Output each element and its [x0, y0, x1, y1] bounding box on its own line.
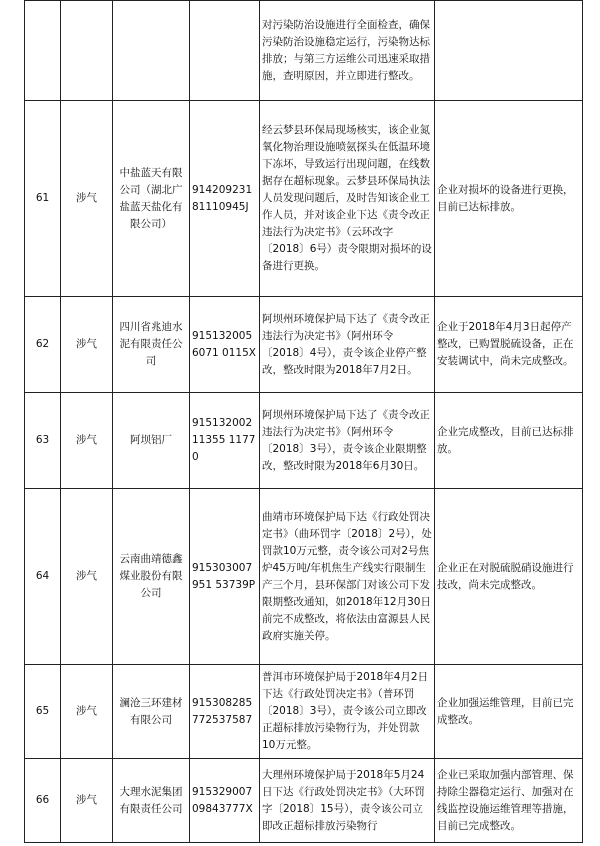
credit-code: 91420923181110945J — [192, 183, 253, 213]
credit-code-cell — [190, 489, 260, 665]
company-name: 中盐蓝天有限公司（湖北广盐蓝天盐化有限公司） — [119, 166, 183, 230]
row-number: 66 — [35, 794, 50, 806]
table-row — [25, 489, 583, 665]
pollution-type: 涉气 — [76, 570, 97, 582]
credit-code-cell — [190, 1, 260, 101]
issue-cell — [260, 665, 435, 759]
company-name: 澜沧三环建材有限公司 — [119, 696, 183, 726]
issue-cell — [260, 101, 435, 297]
status-text: 企业于2018年4月3日起停产整改，已购置脱硫设备，正在安装调试中，尚未完成整改。 — [437, 321, 574, 367]
enforcement-table — [24, 0, 583, 843]
company-name-cell — [113, 393, 190, 489]
issue-cell — [260, 393, 435, 489]
credit-code-cell — [190, 393, 260, 489]
company-name-cell — [113, 759, 190, 843]
issue-text: 对污染防治设施进行全面检查，确保污染防治设施稳定运行，污染物达标排放；与第三方运维公司迅速采取措施，查明原因，并立即进行整改。 — [262, 18, 430, 82]
status-text: 企业对损坏的设备进行更换，目前已达标排放。 — [437, 183, 574, 213]
issue-text: 曲靖市环境保护局下达《行政处罚决定书》（曲环罚字〔2018〕2号），处罚款10万元整，责令该公司对2号焦炉45万吨/年机焦生产线实行限制生产三个月，县环保部门对该公司下发限期整改通知，如2018年12月30日前完不成整改，将依法由富源县人民政府实施关停。 — [262, 510, 432, 642]
row-number: 62 — [35, 338, 50, 350]
company-name: 云南曲靖德鑫煤业股份有限公司 — [119, 553, 183, 599]
table-row — [25, 1, 583, 101]
credit-code-cell — [190, 297, 260, 393]
pollution-type: 涉气 — [76, 434, 97, 446]
pollution-type-cell — [61, 393, 113, 489]
issue-text: 经云梦县环保局现场核实，该企业氮氧化物治理设施喷氨探头在低温环境下冻坏，导致运行出现问题，在线数据存在超标现象。云梦县环保局执法人员发现问题后，及时告知该企业工作人员，并对该企业下达《责令改正违法行为决定书》（云环改字〔2018〕6号）责令限期对损坏的设备进行更换。 — [262, 124, 432, 272]
status-cell — [435, 489, 583, 665]
table-row — [25, 665, 583, 759]
issue-cell — [260, 759, 435, 843]
issue-text: 阿坝州环境保护局下达了《责令改正违法行为决定书》（阿州环令〔2018〕3号），责令该企业限期整改，整改时限为2018年6月30日。 — [262, 408, 430, 472]
issue-text: 阿坝州环境保护局下达了《责令改正违法行为决定书》（阿州环令〔2018〕4号），责令该企业停产整改，整改时限为2018年7月2日。 — [262, 312, 430, 376]
pollution-type-cell — [61, 759, 113, 843]
pollution-type-cell — [61, 489, 113, 665]
status-text: 企业已采取加强内部管理、保持除尘器稳定运行、加强对在线监控设施运维管理等措施，目前已完成整改。 — [437, 768, 574, 832]
company-name-cell — [113, 101, 190, 297]
row-number: 61 — [35, 192, 50, 204]
row-number: 63 — [35, 434, 50, 446]
company-name-cell — [113, 297, 190, 393]
status-cell — [435, 101, 583, 297]
credit-code: 91532900709843777X — [192, 785, 253, 815]
status-text: 企业加强运维管理，目前已完成整改。 — [437, 696, 574, 726]
status-cell — [435, 393, 583, 489]
row-number-cell — [25, 101, 61, 297]
pollution-type-cell — [61, 101, 113, 297]
credit-code-cell — [190, 665, 260, 759]
row-number-cell — [25, 393, 61, 489]
row-number-cell — [25, 759, 61, 843]
company-name-cell — [113, 489, 190, 665]
pollution-type-cell — [61, 665, 113, 759]
row-number: 65 — [35, 705, 50, 717]
table-row — [25, 393, 583, 489]
pollution-type: 涉气 — [76, 794, 97, 806]
status-text: 企业完成整改，目前已达标排放。 — [437, 425, 574, 455]
table-row — [25, 101, 583, 297]
company-name: 大理水泥集团有限责任公司 — [119, 785, 183, 815]
credit-code: 91513200211355 11770 — [192, 417, 256, 463]
status-cell — [435, 665, 583, 759]
pollution-type-cell — [61, 297, 113, 393]
issue-cell — [260, 297, 435, 393]
status-cell — [435, 759, 583, 843]
row-number-cell — [25, 489, 61, 665]
company-name-cell — [113, 665, 190, 759]
issue-text: 大理州环境保护局于2018年5月24日下达《行政处罚决定书》（大环罚字〔2018〕15号），责令该公司立即改正超标排放污染物行 — [262, 768, 425, 832]
table-row — [25, 759, 583, 843]
company-name-cell — [113, 1, 190, 101]
issue-text: 普洱市环境保护局于2018年4月2日下达《行政处罚决定书》（普环罚〔2018〕3号），责令该公司立即改正超标排放污染物行为，并处罚款10万元整。 — [262, 671, 429, 751]
status-cell — [435, 297, 583, 393]
issue-cell — [260, 1, 435, 101]
credit-code-cell — [190, 101, 260, 297]
pollution-type: 涉气 — [76, 192, 97, 204]
row-number: 64 — [35, 570, 50, 582]
table-row — [25, 297, 583, 393]
pollution-type: 涉气 — [76, 705, 97, 717]
issue-cell — [260, 489, 435, 665]
company-name: 四川省兆迪水泥有限责任公司 — [119, 321, 183, 367]
credit-code: 9151320056071 0115X — [192, 329, 256, 359]
credit-code: 915303007951 53739P — [192, 561, 256, 591]
pollution-type-cell — [61, 1, 113, 101]
row-number-cell — [25, 297, 61, 393]
company-name: 阿坝铝厂 — [130, 434, 172, 446]
row-number-cell — [25, 665, 61, 759]
status-text: 企业正在对脱硫脱硝设施进行技改，尚未完成整改。 — [437, 561, 574, 591]
pollution-type: 涉气 — [76, 338, 97, 350]
row-number-cell — [25, 1, 61, 101]
credit-code: 915308285772537587 — [192, 696, 253, 726]
credit-code-cell — [190, 759, 260, 843]
status-cell — [435, 1, 583, 101]
